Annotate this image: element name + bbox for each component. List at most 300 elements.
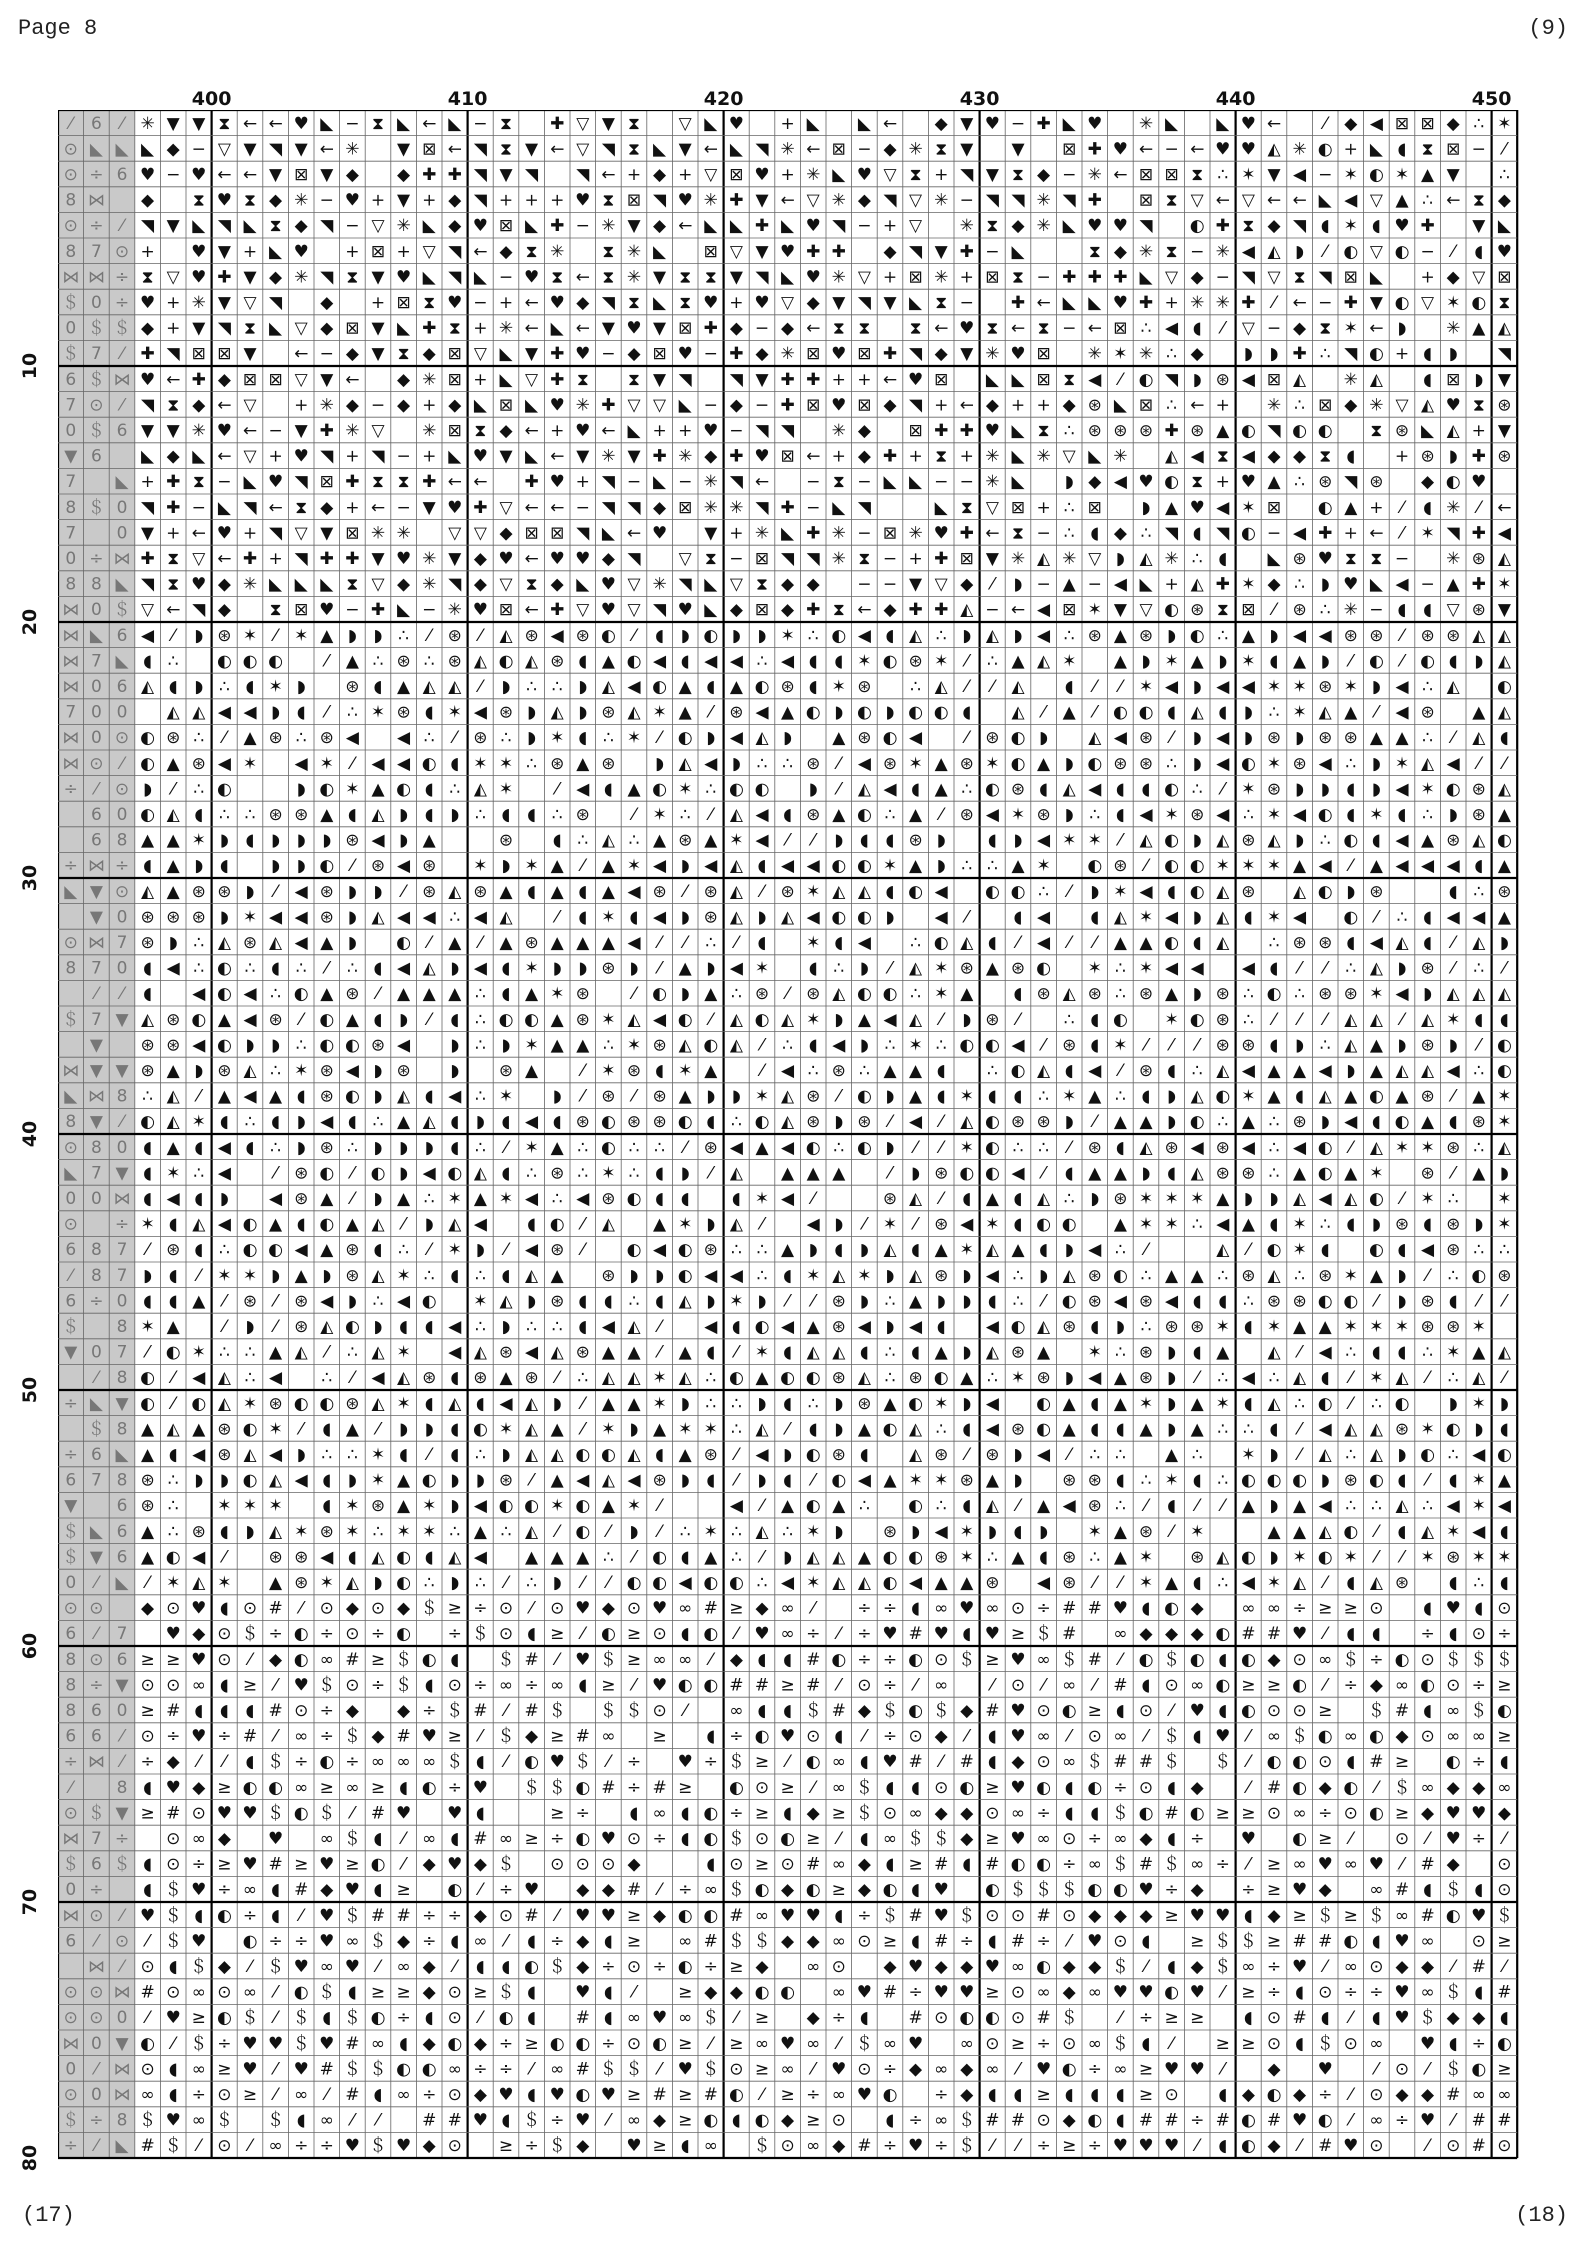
pattern-cell-symbol: − [498, 267, 514, 288]
pattern-cell-symbol: ÷ [882, 1726, 898, 1747]
pattern-cell-symbol: ▽ [371, 421, 385, 441]
pattern-cell-symbol: ← [1369, 523, 1384, 544]
pattern-cell-symbol: ⁄ [1298, 1009, 1302, 1030]
pattern-cell-symbol: ◣ [473, 267, 487, 288]
pattern-cell-symbol: ⊛ [806, 1086, 821, 1107]
pattern-cell-symbol: ◗ [501, 1317, 511, 1337]
pattern-cell-symbol: + [934, 165, 949, 185]
pattern-cell-symbol: ◥ [883, 190, 897, 211]
pattern-cell-symbol: ⊛ [498, 830, 514, 851]
pattern-cell-symbol: # [652, 2085, 667, 2105]
pattern-cell-symbol: ≥ [882, 1931, 898, 1952]
pattern-cell-symbol: ▲ [1062, 574, 1076, 595]
pattern-cell-symbol: ∞ [1062, 1675, 1077, 1696]
pattern-cell-symbol: ⁄ [1477, 1291, 1481, 1312]
pattern-cell-symbol: ◗ [475, 1470, 485, 1491]
pattern-cell-symbol: ✶ [1369, 984, 1384, 1005]
pattern-cell-symbol: ◗ [424, 1214, 434, 1235]
pattern-cell-symbol: ◐ [1368, 1470, 1384, 1491]
pattern-cell-symbol: ♥ [933, 1982, 949, 2003]
pattern-cell-symbol: ⋈ [87, 190, 105, 211]
pattern-cell-symbol: ◖ [1371, 1112, 1381, 1133]
pattern-cell-symbol: ◖ [424, 702, 434, 723]
pattern-cell-symbol: ≥ [140, 1803, 155, 1824]
pattern-cell-symbol: ✶ [294, 1521, 309, 1542]
pattern-cell-symbol: ◖ [373, 1240, 383, 1261]
pattern-cell-symbol: ⊠ [857, 344, 872, 365]
pattern-cell-symbol: ⊛ [882, 1521, 898, 1542]
pattern-cell-symbol: ▲ [1088, 1086, 1102, 1107]
pattern-cell-symbol: ◭ [1446, 677, 1460, 697]
pattern-cell-symbol: ♥ [831, 2059, 847, 2080]
pattern-cell-symbol: ◭ [1344, 1035, 1358, 1056]
pattern-cell-symbol: ＄ [1495, 1649, 1513, 1670]
pattern-cell-symbol: ◀ [294, 933, 308, 953]
pattern-cell-symbol: ◐ [421, 753, 437, 774]
pattern-cell-symbol: ◐ [703, 625, 719, 646]
pattern-cell-symbol: ✳ [626, 267, 642, 288]
pattern-cell-symbol: ◖ [783, 1265, 793, 1286]
pattern-cell-symbol: ◐ [293, 1982, 309, 2003]
pattern-cell-symbol: ⊠ [319, 472, 334, 493]
pattern-cell-symbol: ◀ [397, 1035, 411, 1056]
pattern-cell-symbol: ◗ [527, 702, 537, 723]
pattern-cell-symbol: ▽ [1088, 549, 1102, 569]
pattern-cell-symbol: ♥ [1445, 395, 1461, 416]
pattern-cell-symbol: ◥ [473, 139, 487, 160]
pattern-cell-symbol: ∴ [551, 1317, 563, 1337]
pattern-cell-symbol: ✶ [473, 753, 488, 774]
column-label-420: 420 [703, 88, 744, 110]
pattern-cell-symbol: # [985, 1854, 1000, 1875]
pattern-cell-symbol: ⊙ [63, 139, 78, 160]
pattern-cell-symbol: ⊛ [1292, 1291, 1307, 1312]
pattern-cell-symbol: ◐ [626, 651, 642, 672]
pattern-cell-symbol: ◣ [1088, 446, 1102, 467]
pattern-cell-symbol: ◖ [296, 1086, 306, 1107]
pattern-cell-symbol: ◭ [1369, 1419, 1383, 1440]
pattern-cell-symbol: ⁄ [786, 1419, 790, 1440]
pattern-cell-symbol: ＄ [190, 2033, 208, 2054]
pattern-cell-symbol: ▽ [678, 549, 692, 569]
pattern-cell-symbol: ⁄ [965, 728, 969, 749]
pattern-cell-symbol: ◗ [936, 830, 946, 851]
pattern-cell-symbol: ◆ [857, 190, 871, 211]
pattern-cell-symbol: ⁄ [1426, 1368, 1430, 1389]
pattern-cell-symbol: ⁄ [325, 958, 329, 979]
pattern-cell-symbol: ◗ [373, 1086, 383, 1107]
pattern-cell-symbol: ◖ [1141, 2033, 1151, 2054]
pattern-cell-symbol: ◗ [1090, 881, 1100, 902]
pattern-cell-symbol: ⊛ [1420, 958, 1435, 979]
pattern-cell-symbol: ▽ [627, 574, 641, 595]
pattern-cell-symbol: ∞ [1010, 1803, 1026, 1824]
pattern-cell-symbol: ◥ [192, 600, 206, 621]
pattern-cell-symbol: ⧗ [167, 395, 180, 416]
pattern-cell-symbol: ▼ [217, 293, 231, 313]
pattern-cell-symbol: ⁄ [1502, 139, 1506, 160]
pattern-cell-symbol: ◖ [1397, 139, 1407, 160]
pattern-cell-symbol: ▲ [141, 1547, 155, 1568]
pattern-cell-symbol: ◆ [1395, 2085, 1409, 2105]
pattern-cell-symbol: ⊛ [959, 1470, 974, 1491]
pattern-cell-symbol: ✳ [1113, 446, 1128, 467]
pattern-cell-symbol: ⊙ [806, 1726, 821, 1747]
pattern-cell-symbol: # [1292, 2008, 1307, 2029]
pattern-cell-symbol: ◥ [243, 497, 257, 518]
pattern-cell-symbol: ⁄ [427, 933, 431, 953]
pattern-cell-symbol: 0 [90, 600, 102, 621]
pattern-cell-symbol: ◖ [1448, 651, 1458, 672]
pattern-cell-symbol: ✶ [959, 1521, 974, 1542]
pattern-cell-symbol: ÷ [908, 2110, 923, 2131]
pattern-cell-symbol: ⧗ [1165, 190, 1178, 211]
pattern-cell-symbol: ◐ [754, 779, 770, 800]
pattern-cell-symbol: ∴ [270, 984, 282, 1005]
pattern-cell-symbol: # [626, 1880, 642, 1901]
pattern-cell-symbol: ✚ [959, 241, 974, 262]
pattern-cell-symbol: ▼ [601, 318, 615, 339]
pattern-cell-symbol: ✶ [1087, 600, 1102, 621]
pattern-cell-symbol: ← [806, 446, 821, 467]
pattern-cell-symbol: ⊛ [294, 805, 309, 825]
pattern-cell-symbol: ◐ [1496, 1445, 1512, 1465]
pattern-cell-symbol: ✶ [806, 1009, 821, 1030]
pattern-cell-symbol: ♥ [472, 216, 489, 237]
pattern-cell-symbol: ◣ [1062, 216, 1076, 237]
pattern-cell-symbol: ◗ [859, 1291, 869, 1312]
pattern-cell-symbol: ⁄ [632, 1982, 636, 2003]
pattern-cell-symbol: ∴ [1447, 1265, 1459, 1286]
pattern-cell-symbol: ◀ [1318, 1342, 1332, 1363]
pattern-cell-symbol: ◗ [245, 881, 255, 902]
pattern-cell-symbol: ◣ [1011, 241, 1025, 262]
pattern-cell-symbol: ⊛ [1471, 1112, 1486, 1133]
pattern-cell-symbol: ⊛ [1087, 1496, 1102, 1517]
pattern-cell-symbol: ✶ [1241, 779, 1256, 800]
pattern-cell-symbol: ▼ [729, 267, 743, 288]
pattern-cell-symbol: ⁄ [990, 677, 994, 697]
pattern-cell-symbol: ∞ [191, 1829, 206, 1849]
pattern-cell-symbol: − [396, 446, 411, 467]
pattern-cell-symbol: ≥ [754, 1803, 770, 1824]
pattern-cell-symbol: ◀ [473, 1496, 487, 1517]
pattern-cell-symbol: ∴ [730, 1393, 742, 1414]
pattern-cell-symbol: ✶ [242, 907, 258, 928]
pattern-cell-symbol: ✳ [191, 421, 206, 441]
pattern-cell-symbol: ◖ [450, 1265, 460, 1286]
pattern-cell-symbol: ◀ [729, 1265, 743, 1286]
pattern-cell-symbol: ∞ [191, 1982, 206, 2003]
pattern-cell-symbol: ♥ [1087, 113, 1103, 134]
pattern-cell-symbol: ♥ [1496, 241, 1513, 262]
pattern-cell-symbol: ◖ [1397, 1342, 1407, 1363]
pattern-cell-symbol: ⁄ [197, 1086, 201, 1107]
pattern-cell-symbol: 7 [65, 472, 77, 493]
pattern-cell-symbol: + [729, 523, 744, 544]
pattern-cell-symbol: ◥ [1267, 421, 1281, 441]
pattern-cell-symbol: ＄ [62, 1547, 80, 1568]
pattern-cell-symbol: ∴ [1473, 1137, 1485, 1158]
pattern-cell-symbol: ◐ [600, 625, 616, 646]
pattern-cell-symbol: ≥ [294, 1854, 309, 1875]
pattern-cell-symbol: ◀ [934, 1521, 948, 1542]
pattern-cell-symbol: ✶ [1420, 523, 1435, 544]
pattern-cell-symbol: + [422, 446, 437, 467]
pattern-cell-symbol: ∞ [959, 2033, 974, 2054]
pattern-cell-symbol: # [1497, 2110, 1512, 2131]
pattern-cell-symbol: ← [370, 497, 386, 518]
pattern-cell-symbol: 0 [90, 702, 102, 723]
pattern-cell-symbol: # [1113, 1675, 1128, 1696]
pattern-cell-symbol: ∞ [498, 1675, 514, 1696]
pattern-cell-symbol: # [524, 1905, 539, 1926]
pattern-cell-symbol: ∴ [577, 1163, 589, 1184]
pattern-cell-symbol: ✶ [498, 779, 514, 800]
pattern-cell-symbol: ⊛ [908, 651, 923, 672]
pattern-cell-symbol: ▲ [1113, 1163, 1127, 1184]
pattern-cell-symbol: ≥ [498, 2136, 514, 2157]
pattern-cell-symbol: ◀ [832, 1035, 846, 1056]
pattern-cell-symbol: ♥ [1010, 1726, 1026, 1747]
pattern-cell-symbol: ▲ [1395, 728, 1409, 749]
pattern-cell-symbol: ⊛ [1497, 1265, 1512, 1286]
pattern-cell-symbol: ✚ [524, 472, 539, 493]
pattern-cell-symbol: ◖ [680, 1829, 690, 1849]
pattern-cell-symbol: ◐ [396, 1547, 412, 1568]
pattern-cell-symbol: ∴ [1319, 830, 1331, 851]
pattern-cell-symbol: ▲ [1344, 1163, 1358, 1184]
pattern-cell-symbol: − [1420, 241, 1435, 262]
pattern-cell-symbol: ◣ [1267, 549, 1281, 569]
pattern-cell-symbol: ＄ [1163, 1854, 1181, 1875]
pattern-cell-symbol: ◖ [783, 1649, 793, 1670]
pattern-cell-symbol: ◆ [755, 1957, 769, 1977]
pattern-cell-symbol: ♥ [907, 369, 924, 390]
pattern-cell-symbol: 0 [90, 677, 102, 697]
pattern-cell-symbol: ⁄ [171, 625, 175, 646]
pattern-cell-symbol: ◐ [1420, 1445, 1436, 1465]
pattern-cell-symbol: ⊠ [857, 395, 872, 416]
pattern-cell-symbol: # [1138, 2110, 1154, 2131]
pattern-cell-symbol: ▲ [320, 1240, 334, 1261]
pattern-cell-symbol: ⁄ [555, 779, 559, 800]
pattern-cell-symbol: ← [217, 395, 232, 416]
pattern-cell-symbol: ◐ [780, 1368, 796, 1389]
pattern-cell-symbol: ◗ [783, 1445, 793, 1465]
pattern-cell-symbol: ◣ [729, 139, 743, 160]
pattern-cell-symbol: ⊛ [1241, 1265, 1256, 1286]
pattern-cell-symbol: ◀ [1062, 1496, 1076, 1517]
pattern-cell-symbol: ⁄ [1272, 293, 1276, 313]
pattern-cell-symbol: ⁄ [581, 1240, 585, 1261]
pattern-cell-symbol: # [473, 1701, 488, 1721]
pattern-cell-symbol: ♥ [421, 1726, 437, 1747]
pattern-cell-symbol: + [1036, 497, 1051, 518]
pattern-cell-symbol: ◐ [447, 1163, 463, 1184]
pattern-cell-symbol: ▼ [243, 267, 257, 288]
pattern-cell-symbol: ⊙ [63, 2085, 78, 2105]
pattern-cell-symbol: ▲ [678, 1086, 692, 1107]
pattern-cell-symbol: ▲ [755, 1368, 769, 1389]
pattern-cell-symbol: ◐ [293, 1393, 309, 1414]
pattern-cell-symbol: − [882, 574, 898, 595]
pattern-cell-symbol: ✶ [678, 1061, 693, 1081]
pattern-cell-symbol: ∴ [346, 1137, 358, 1158]
pattern-cell-symbol: ◥ [755, 421, 769, 441]
pattern-cell-symbol: ◐ [754, 1009, 770, 1030]
pattern-cell-symbol: ⊛ [1394, 1573, 1410, 1593]
pattern-cell-symbol: ▲ [320, 984, 334, 1005]
pattern-cell-symbol: ◖ [1499, 1419, 1509, 1440]
pattern-cell-symbol: 6 [116, 1547, 128, 1568]
pattern-cell-symbol: ⧗ [756, 574, 768, 595]
pattern-cell-symbol: ◐ [1189, 881, 1205, 902]
pattern-cell-symbol: ◐ [498, 1009, 514, 1030]
pattern-cell-symbol: ◖ [143, 1137, 153, 1158]
pattern-cell-symbol: ⊛ [1420, 1035, 1435, 1056]
pattern-cell-symbol: ▲ [909, 805, 923, 825]
pattern-cell-symbol: ▼ [1446, 165, 1460, 185]
pattern-cell-symbol: ◗ [962, 1291, 972, 1312]
pattern-cell-symbol: ◀ [704, 1265, 718, 1286]
pattern-cell-symbol: ◗ [834, 1419, 844, 1440]
pattern-cell-symbol: ⁄ [1221, 779, 1225, 800]
pattern-cell-symbol: ÷ [217, 2033, 232, 2054]
pattern-cell-symbol: ∴ [372, 1291, 384, 1312]
pattern-cell-symbol: ÷ [1036, 1931, 1051, 1952]
pattern-cell-symbol: − [857, 139, 872, 160]
pattern-cell-symbol: ◭ [883, 1240, 897, 1261]
pattern-cell-symbol: ▲ [141, 1445, 155, 1465]
pattern-cell-symbol: − [934, 472, 949, 493]
pattern-cell-symbol: ♥ [1112, 1598, 1129, 1619]
pattern-cell-symbol: ⊛ [882, 1189, 898, 1209]
pattern-cell-symbol: ◗ [1295, 241, 1305, 262]
pattern-cell-symbol: ⁄ [1323, 1675, 1327, 1696]
pattern-cell-symbol: ✶ [882, 1214, 898, 1235]
pattern-cell-symbol: ◐ [1087, 753, 1103, 774]
pattern-cell-symbol: ◀ [781, 1573, 795, 1593]
pattern-cell-symbol: ∞ [1292, 1803, 1307, 1824]
pattern-cell-symbol: ◭ [1497, 984, 1511, 1005]
pattern-cell-symbol: ∴ [1422, 677, 1434, 697]
pattern-cell-symbol: ◖ [143, 1854, 153, 1875]
pattern-cell-symbol: ⋈ [87, 1086, 105, 1107]
pattern-cell-symbol: ◖ [168, 1291, 178, 1312]
pattern-cell-symbol: ⁄ [581, 1086, 585, 1107]
pattern-cell-symbol: ▼ [1113, 600, 1127, 621]
pattern-cell-symbol: ← [1138, 139, 1154, 160]
pattern-cell-symbol: ∴ [628, 1163, 640, 1184]
pattern-cell-symbol: ⊛ [1190, 805, 1205, 825]
pattern-cell-symbol: ◐ [1061, 1214, 1077, 1235]
pattern-cell-symbol: ＄ [292, 2008, 310, 2029]
pattern-cell-symbol: ▲ [397, 1496, 411, 1517]
pattern-cell-symbol: ≥ [626, 1649, 642, 1670]
pattern-cell-symbol: ◭ [1497, 651, 1511, 672]
pattern-cell-symbol: ▲ [166, 881, 180, 902]
pattern-cell-symbol: ◖ [808, 651, 818, 672]
pattern-cell-symbol: ✳ [550, 241, 565, 262]
pattern-cell-symbol: ◗ [347, 881, 357, 902]
pattern-cell-symbol: − [985, 600, 1000, 621]
pattern-cell-symbol: ◗ [1192, 830, 1202, 851]
pattern-cell-symbol: ◗ [757, 1291, 767, 1312]
pattern-cell-symbol: ◐ [1036, 958, 1052, 979]
pattern-cell-symbol: ⁄ [837, 1829, 841, 1849]
pattern-cell-symbol: ∞ [1471, 1726, 1486, 1747]
pattern-cell-symbol: ◭ [832, 1547, 846, 1568]
pattern-cell-symbol: ◐ [140, 1112, 156, 1133]
pattern-cell-symbol: ◀ [781, 1137, 795, 1158]
pattern-cell-symbol: ▽ [294, 369, 308, 390]
pattern-cell-symbol: ⧗ [244, 190, 256, 211]
pattern-cell-symbol: ◆ [550, 574, 564, 595]
pattern-cell-symbol: ◖ [655, 1445, 665, 1465]
pattern-cell-symbol: ⊛ [1138, 984, 1154, 1005]
pattern-cell-symbol: ▲ [1395, 190, 1409, 211]
pattern-cell-symbol: ✶ [473, 1291, 488, 1312]
pattern-cell-symbol: ▼ [89, 1547, 103, 1568]
pattern-cell-symbol: ◖ [1115, 1137, 1125, 1158]
pattern-cell-symbol: ◀ [985, 1419, 999, 1440]
pattern-cell-symbol: ◗ [757, 625, 767, 646]
pattern-cell-symbol: ▲ [320, 1189, 334, 1209]
pattern-cell-symbol: ✳ [422, 369, 437, 390]
pattern-cell-symbol: ◐ [831, 1470, 847, 1491]
pattern-cell-symbol: ◭ [448, 1547, 462, 1568]
pattern-cell-symbol: ◐ [600, 1112, 616, 1133]
pattern-cell-symbol: ◐ [1266, 1240, 1282, 1261]
pattern-cell-symbol: ♥ [165, 2110, 181, 2131]
pattern-cell-symbol: ∞ [652, 1803, 667, 1824]
pattern-cell-symbol: ◖ [1320, 1240, 1330, 1261]
pattern-cell-symbol: ⊛ [1087, 395, 1102, 416]
pattern-cell-symbol: ✶ [140, 1214, 155, 1235]
pattern-cell-symbol: ◗ [1013, 574, 1023, 595]
pattern-cell-symbol: ≥ [652, 2136, 667, 2157]
pattern-cell-symbol: ✚ [550, 600, 565, 621]
pattern-cell-symbol: ∴ [449, 779, 461, 800]
pattern-cell-symbol: ⊛ [1190, 600, 1205, 621]
pattern-cell-symbol: 0 [90, 2085, 102, 2105]
pattern-cell-symbol: ∴ [244, 1368, 256, 1389]
pattern-cell-symbol: ◆ [960, 574, 974, 595]
pattern-cell-symbol: ◗ [296, 1137, 306, 1158]
pattern-cell-symbol: ⊠ [191, 344, 206, 365]
pattern-cell-symbol: ◭ [678, 753, 692, 774]
pattern-cell-symbol: ◗ [1499, 1393, 1509, 1414]
pattern-cell-symbol: # [1497, 1982, 1512, 2003]
pattern-cell-symbol: ◥ [473, 190, 487, 211]
pattern-cell-symbol: ✶ [447, 1189, 462, 1209]
pattern-cell-symbol: ◆ [653, 497, 667, 518]
pattern-cell-symbol: ⊠ [1113, 318, 1128, 339]
pattern-cell-symbol: ÷ [217, 1880, 232, 1901]
pattern-cell-symbol: ✳ [1138, 113, 1154, 134]
pattern-cell-symbol: ＄ [1470, 1649, 1488, 1670]
pattern-cell-symbol: ∴ [730, 1112, 742, 1133]
pattern-cell-symbol: ◗ [1448, 344, 1458, 365]
pattern-cell-symbol: ◐ [1368, 651, 1384, 672]
pattern-cell-symbol: ∴ [705, 933, 717, 953]
pattern-cell-symbol: ≥ [729, 1957, 744, 1977]
pattern-cell-symbol: # [575, 2059, 590, 2080]
pattern-cell-symbol: ◭ [1037, 549, 1051, 569]
pattern-cell-symbol: ▽ [243, 293, 257, 313]
pattern-cell-symbol: ⊛ [473, 1368, 488, 1389]
